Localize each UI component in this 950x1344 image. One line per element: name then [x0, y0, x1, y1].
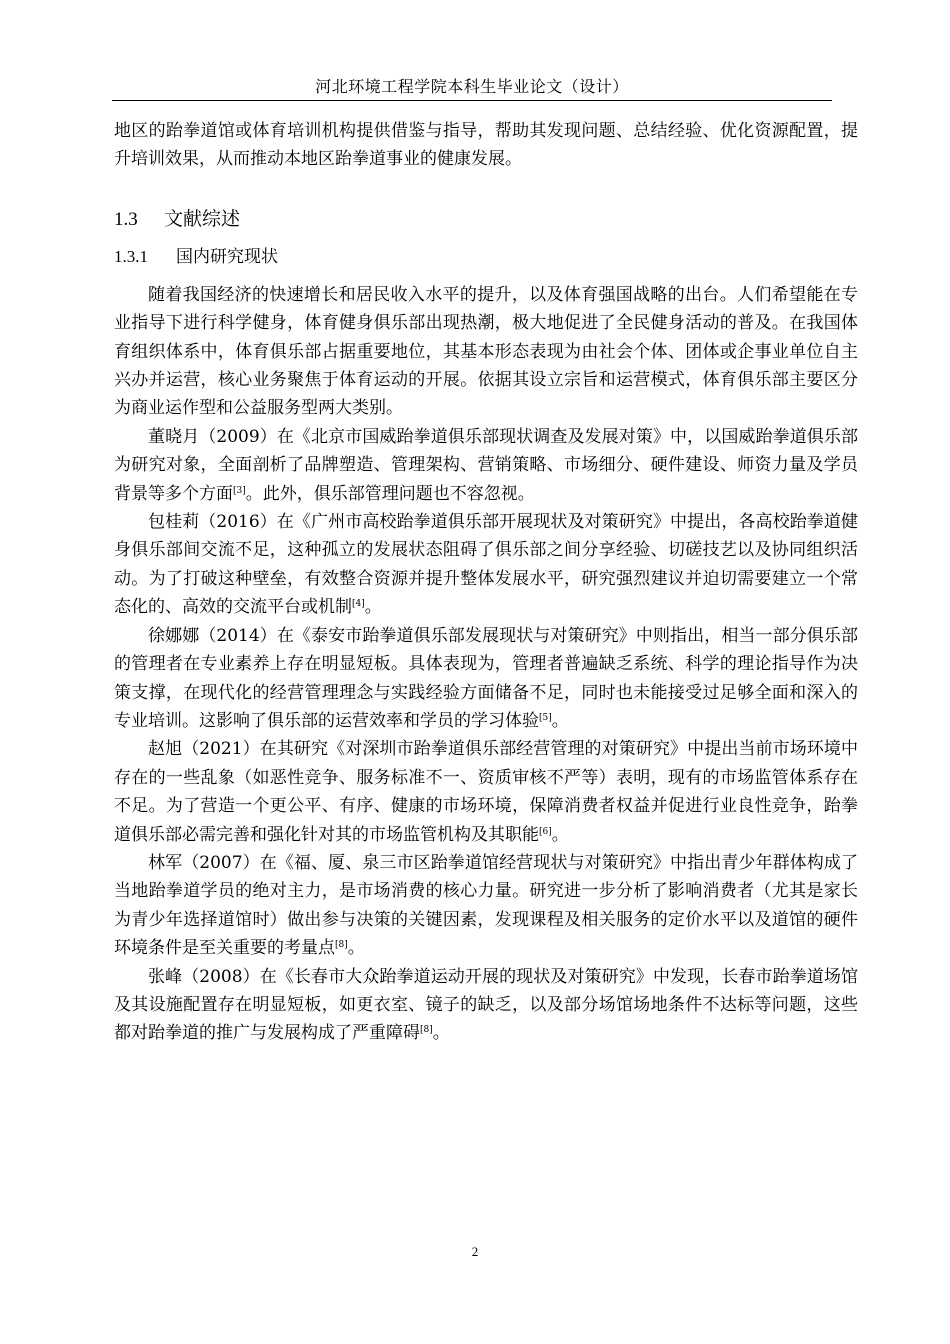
header-rule	[112, 100, 832, 101]
intro-paragraph: 地区的跆拳道馆或体育培训机构提供借鉴与指导，帮助其发现问题、总结经验、优化资源配置，提升培训效果，从而推动本地区跆拳道事业的健康发展。	[114, 121, 858, 170]
paragraph-text: 随着我国经济的快速增长和居民收入水平的提升，以及体育强国战略的出台。人们希望能在专业指导下进行科学健身，体育健身俱乐部出现热潮，极大地促进了全民健身活动的普及。在我国体育组织体系中，体育俱乐部占据重要地位，其基本形态表现为由社会个体、团体或企事业单位自主兴办并运营，核心业务聚焦于体育运动的开展。依据其设立宗旨和运营模式，体育俱乐部主要区分为商业运作型和公益服务型两大类别。	[114, 284, 858, 419]
subsection-heading	[114, 241, 858, 273]
paragraph-text: 徐娜娜（2014）在《泰安市跆拳道俱乐部发展现状与对策研究》中则指出，相当一部分俱乐部的管理者在专业素养上存在明显短板。具体表现为，管理者普遍缺乏系统、科学的理论指导作为决策支撑，在现代化的经营管理理念与实践经验方面储备不足，同时也未能接受过足够全面和深入的专业培训。这影响了俱乐部的运营效率和学员的学习体验	[114, 625, 858, 731]
section-heading	[114, 199, 858, 239]
paragraph	[114, 423, 858, 508]
paragraph	[114, 735, 858, 849]
paragraph-tail: 。	[364, 597, 382, 618]
paragraph-tail: 。	[432, 1023, 450, 1044]
page-number: 2	[471, 1244, 479, 1259]
paragraph-text: 张峰（2008）在《长春市大众跆拳道运动开展的现状及对策研究》中发现，长春市跆拳道场馆及其设施配置存在明显短板，如更衣室、镜子的缺乏，以及部分场馆场地条件不达标等问题，这些都对跆拳道的推广与发展构成了严重障碍	[114, 966, 858, 1044]
section-title: 文献综述	[164, 207, 241, 230]
citation-ref: [3]	[233, 485, 246, 496]
subsection-number: 1.3.1	[114, 246, 148, 266]
citation-ref: [6]	[539, 826, 552, 837]
paragraph-text: 包桂莉（2016）在《广州市高校跆拳道俱乐部开展现状及对策研究》中提出，各高校跆拳道健身俱乐部间交流不足，这种孤立的发展状态阻碍了俱乐部之间分享经验、切磋技艺以及协同组织活动。为了打破这种壁垒，有效整合资源并提升整体发展水平，研究强烈建议并迫切需要建立一个常态化的、高效的交流平台或机制	[114, 512, 858, 618]
subsection-title: 国内研究现状	[176, 246, 278, 267]
citation-ref: [4]	[352, 599, 365, 610]
paragraph-tail: 。	[551, 824, 569, 845]
running-header: 河北环境工程学院本科生毕业论文（设计）	[315, 77, 629, 96]
paragraph-tail: 。此外，俱乐部管理问题也不容忽视。	[245, 483, 535, 504]
citation-ref: [8]	[420, 1025, 433, 1036]
paragraph-tail: 。	[347, 938, 365, 959]
paragraph-text: 赵旭（2021）在其研究《对深圳市跆拳道俱乐部经营管理的对策研究》中提出当前市场环境中存在的一些乱象（如恶性竞争、服务标准不一、资质审核不严等）表明，现有的市场监管体系存在不足。为了营造一个更公平、有序、健康的市场环境，保障消费者权益并促进行业良性竞争，跆拳道俱乐部必需完善和强化针对其的市场监管机构及其职能	[114, 739, 858, 845]
paragraph	[114, 508, 858, 622]
paragraph-text: 董晓月（2009）在《北京市国威跆拳道俱乐部现状调查及发展对策》中，以国威跆拳道俱乐部为研究对象，全面剖析了品牌塑造、管理架构、营销策略、市场细分、硬件建设、师资力量及学员背景等多个方面	[114, 426, 858, 504]
citation-ref: [5]	[539, 712, 552, 723]
page-content	[114, 117, 858, 1048]
citation-ref: [8]	[335, 940, 348, 951]
paragraph-tail: 。	[551, 710, 569, 731]
paragraph	[114, 281, 858, 423]
paragraph-text: 林军（2007）在《福、厦、泉三市区跆拳道馆经营现状与对策研究》中指出青少年群体构成了当地跆拳道学员的绝对主力，是市场消费的核心力量。研究进一步分析了影响消费者（尤其是家长为青少年选择道馆时）做出参与决策的关键因素，发现课程及相关服务的定价水平以及道馆的硬件环境条件是至关重要的考量点	[114, 852, 858, 959]
paragraph	[114, 963, 858, 1048]
section-number: 1.3	[114, 208, 138, 230]
paragraph	[114, 849, 858, 963]
paragraph	[114, 622, 858, 736]
